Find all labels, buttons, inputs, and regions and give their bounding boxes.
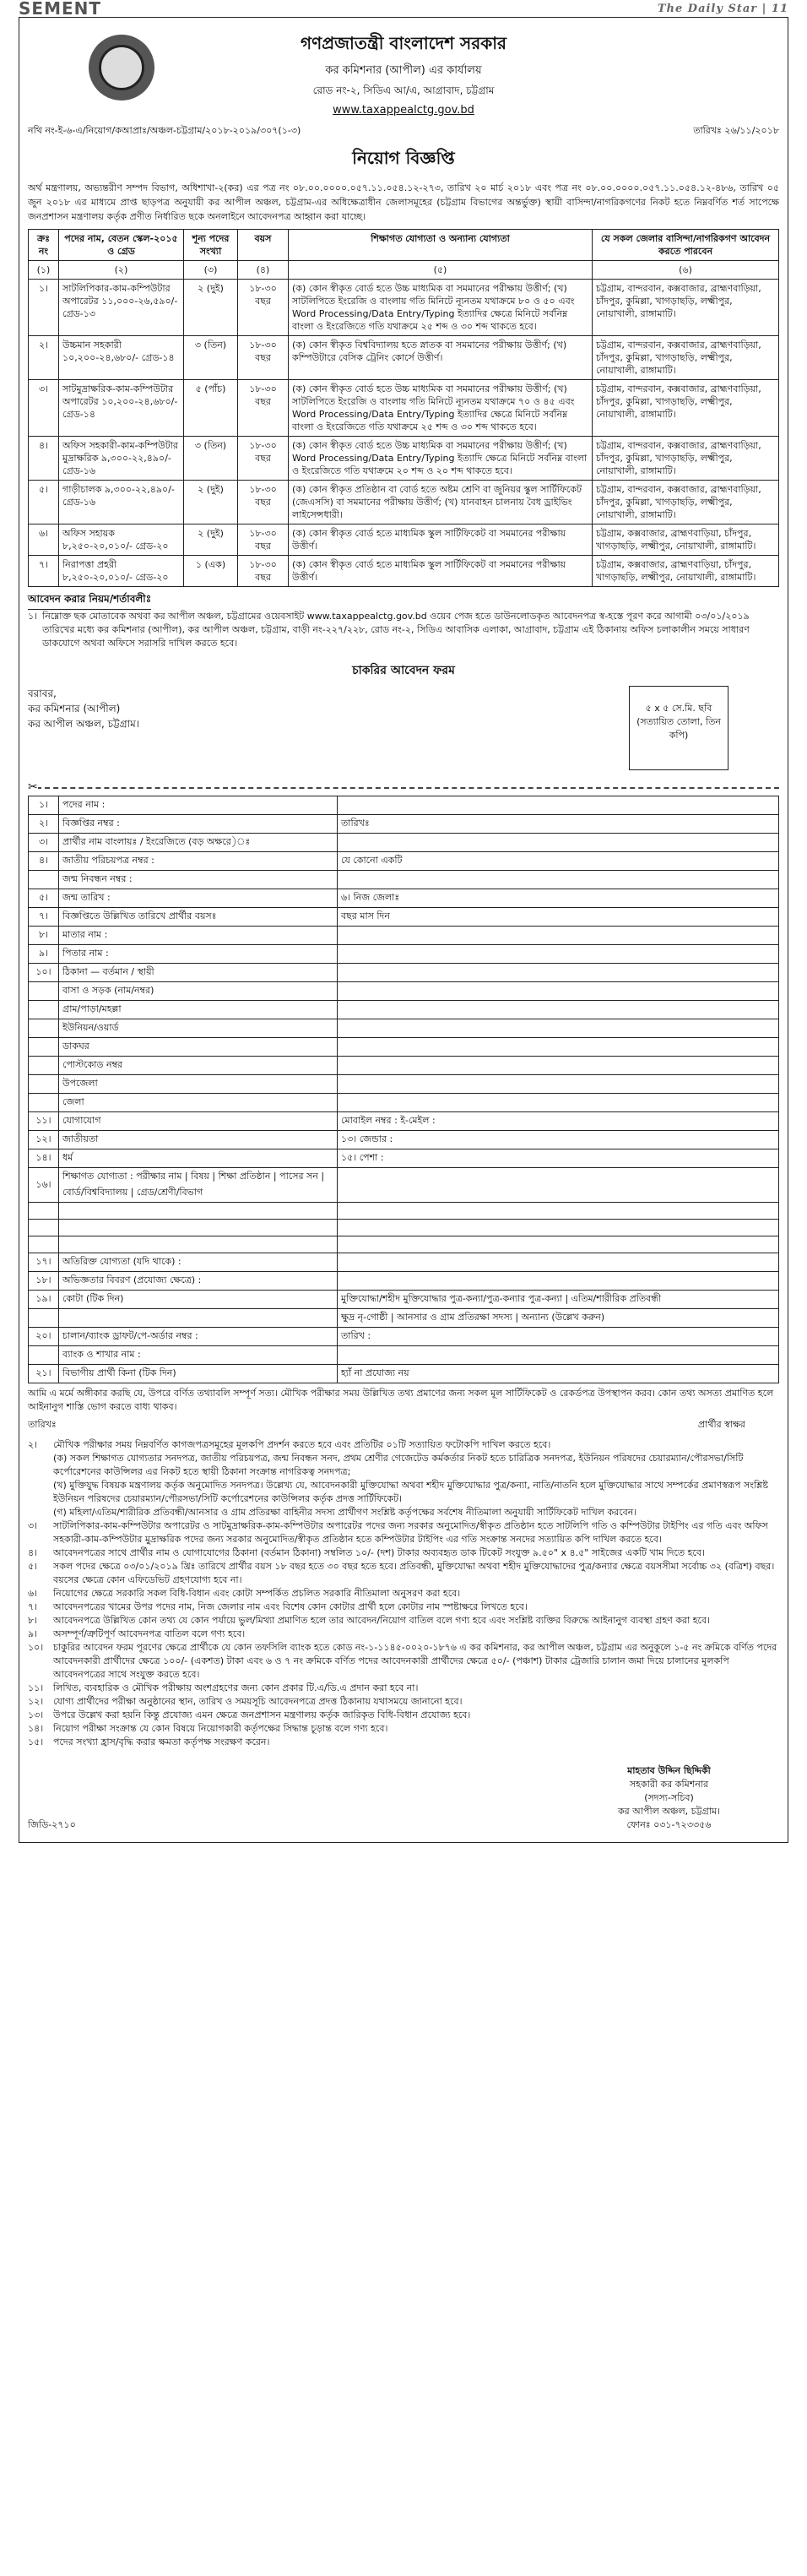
form-input-field[interactable] (338, 1236, 779, 1253)
form-extra-label: তারিখ : (341, 1330, 371, 1341)
office-address: রোড নং-২, সিডিএ আ/এ, আগ্রাবাদ, চট্টগ্রাম (312, 84, 495, 96)
form-row (29, 1149, 779, 1168)
form-label: বিভাগীয় প্রার্থী কিনা (টিক দিন) (59, 1365, 338, 1383)
form-extra-label: ক্ষুদ্র নৃ-গোষ্ঠী | আনসার ও গ্রাম প্রতিরক্ষা সদস্য | অন্যান্য (উল্লেখ করুন) (341, 1312, 605, 1323)
form-extra-label: তারিখঃ (341, 818, 370, 829)
date-label: তারিখঃ (28, 1419, 57, 1430)
position-age-cell: ১৮-৩০ বছর (238, 437, 289, 481)
form-row (29, 1094, 779, 1112)
condition-number: ১১। (28, 1682, 44, 1693)
position-row (29, 524, 779, 556)
condition-item (28, 1600, 779, 1614)
form-label: ঠিকানা — বর্তমান / স্থায়ী (59, 964, 338, 982)
condition-item (28, 1506, 779, 1519)
form-label: চালান/ব্যাংক ড্রাফট/পে-অর্ডার নম্বর : (59, 1328, 338, 1346)
position-qual-cell: (ক) কোন স্বীকৃত বোর্ড হতে উচ্চ মাধ্যমিক বা সমমানের পরীক্ষায় উত্তীর্ণ; (খ) সাটলিপিতে ইংরেজি ও বাংলায় গতি মিনিটে ন্যূনতম যথাক্রমে ৭০ ও ৪৫ এবং Word Processing/Data Entry/Typing ইত্যাদির ক্ষেত্রে মিনিটে সর্বনিম্ন বাংলা ও ইংরেজিতে গতি যথাক্রমে ২৫ শব্দ ও ৩০ শব্দ থাকতে হবে। (289, 380, 593, 437)
form-label: ধর্ম (59, 1149, 338, 1168)
form-input-field[interactable] (338, 1253, 779, 1272)
position-count-cell: ২ (দুই) (184, 524, 238, 556)
form-label: বিজ্ঞপ্তির নম্বর : (59, 815, 338, 834)
form-row-number: ১৮। (29, 1272, 59, 1291)
positions-body (29, 280, 779, 587)
form-row (29, 908, 779, 927)
form-extra-label: হ্যাঁ না প্রযোজ্য নয় (341, 1367, 409, 1378)
form-input-field[interactable] (338, 945, 779, 964)
form-row (29, 1253, 779, 1272)
condition-text: সাটলিপিকার-কাম-কম্পিউটার অপারেটর ও সাটমুদ্রাক্ষরিক-কাম-কম্পিউটার অপারেটর পদের জন্য সরকার অনুমোদিত/স্বীকৃত প্রতিষ্ঠান হতে সাটলিপি গতি ও কম্পিউটার টাইপিং এর গতি এবং অফিস সহকারী-কাম-কম্পিউটার মুদ্রাক্ষরিক পদের জন্য সরকার অনুমোদিত/স্বীকৃত প্রতিষ্ঠান হতে কম্পিউটার টাইপিং এর গতি সংক্রান্ত সনদের সত্যায়িত কপি দাখিল করতে হবে। (53, 1520, 768, 1545)
condition-item (28, 1614, 779, 1628)
condition-number (28, 1506, 48, 1519)
form-row (29, 815, 779, 834)
position-age-cell: ১৮-৩০ বছর (238, 336, 289, 380)
position-qual-cell: (ক) কোন স্বীকৃত বিশ্ববিদ্যালয় হতে স্নাতক বা সমমানের পরীক্ষায় উত্তীর্ণ; (খ) কম্পিউটারে বেসিক ট্রেনিং কোর্সে উত্তীর্ণ। (289, 336, 593, 380)
condition-text: পদের সংখ্যা হ্রাস/বৃদ্ধি করার ক্ষমতা কর্তৃপক্ষ সংরক্ষণ করেন। (53, 1736, 270, 1747)
form-label: অতিরিক্ত যোগ্যতা (যদি থাকে) : (59, 1253, 338, 1272)
form-label (59, 1309, 338, 1328)
condition-item (28, 1709, 779, 1722)
condition-number (28, 1479, 48, 1506)
form-row-number: ৪। (29, 852, 59, 871)
condition-item (28, 1519, 779, 1546)
form-input-field[interactable] (338, 1149, 779, 1168)
form-row-number: ১৬। (29, 1168, 59, 1203)
rule-text: নিম্নোক্ত ছক মোতাবেক অথবা কর আপীল অঞ্চল, চট্টগ্রামের ওয়েবসাইট www.taxappealctg.gov.bd ওয়েব পেজ হতে ডাউনলোডকৃত আবেদনপত্র স্ব-হস্তে পূরণ করে আগামী ০৩/০১/২০১৯ তারিখের মধ্যে কর কমিশনার (আপীল), কর আপীল অঞ্চল, চট্টগ্রাম, বাড়ী নং-২২৭/২২৮, রোড নং-২, সিডিএ আবাসিক এলাকা, আগ্রাবাদ, চট্টগ্রাম এই ঠিকানায় অফিস চলাকালীন সময়ে সাধারণ ডাকযোগে অথবা অফিসে সরাসরি দাখিল করতে হবে। (42, 611, 750, 649)
position-no-cell: ৪। (29, 437, 59, 481)
position-row (29, 280, 779, 336)
positions-header-row (29, 230, 779, 261)
form-label: গ্রাম/পাড়া/মহল্লা (59, 1001, 338, 1019)
condition-text: (গ) মহিলা/এতিম/শারীরিক প্রতিবন্ধী/আনসার ও গ্রাম প্রতিরক্ষা বাহিনীর সদস্য প্রার্থীগণ সংশ্লিষ্ট কর্তৃপক্ষের সর্বশেষ নীতিমালা অনুযায়ী সার্টিফিকেট দাখিল করবেন। (53, 1507, 637, 1518)
condition-number: ১০। (28, 1642, 44, 1653)
condition-text: আবেদনপত্রের সাথে প্রার্থীর নাম ও যোগাযোগের ঠিকানা (বর্তমান ঠিকানা) সম্বলিত ১০/- (দশ) টাকার অব্যবহৃত ডাক টিকেট সংযুক্ত ৯.৫০" x ৪.৫" সাইজের একটি খাম দিতে হবে। (53, 1547, 705, 1558)
form-input-field[interactable] (338, 815, 779, 834)
form-row-number: ১। (29, 796, 59, 815)
form-input-field[interactable] (338, 1112, 779, 1131)
form-extra-label: মুক্তিযোদ্ধা/শহীদ মুক্তিযোদ্ধার পুত্র-কন্যা/পুত্র-কন্যার পুত্র-কন্যা | এতিম/শারীরিক প্রতিবন্ধী (341, 1293, 662, 1304)
sign-row (28, 1417, 779, 1433)
declaration: আমি এ মর্মে অঙ্গীকার করছি যে, উপরে বর্ণিত তথ্যাবলি সম্পূর্ণ সত্য। মৌখিক পরীক্ষার সময় উল্লিখিত তথ্য প্রমাণের জন্য সকল মূল সার্টিফিকেট ও রেকর্ডপত্র উপস্থাপন করব। কোন তথ্য অসত্য প্রমাণিত হলে আইনানুগ শাস্তি ভোগ করতে বাধ্য থাকব। (28, 1388, 774, 1412)
positions-header-cell: পদের নাম, বেতন স্কেল-২০১৫ ও গ্রেড (59, 230, 184, 261)
form-row-number (29, 1203, 59, 1220)
rules-title: আবেদন করার নিয়ম/শর্তাবলীঃ (28, 592, 151, 610)
form-row-number: ১১। (29, 1112, 59, 1131)
form-row-number: ১৯। (29, 1291, 59, 1309)
position-age-cell: ১৮-৩০ বছর (238, 380, 289, 437)
column-number-cell: (৩) (184, 261, 238, 280)
form-row (29, 1365, 779, 1383)
memo-number: নথি নং-ই-৬-এ/নিয়োগ/কআপ্রাঃ/অঞ্চল-চট্টগ্রাম/২০১৮-২০১৯/৩০৭(১-৩) (28, 125, 301, 136)
form-row-number: ৫। (29, 889, 59, 908)
form-row-number (29, 871, 59, 889)
form-input-field[interactable] (338, 1001, 779, 1019)
condition-text: আবেদনপত্রে উল্লিখিত কোন তথ্য যে কোন পর্যায়ে ভুল/মিথ্যা প্রমাণিত হলে তার আবেদন/নিয়োগ বাতিল বলে গণ্য হবে এবং সংশ্লিষ্ট ব্যক্তির বিরুদ্ধে আইনানুগ ব্যবস্থা গ্রহণ করা হবে। (53, 1615, 711, 1626)
form-title: চাকরির আবেদন ফরম (352, 664, 455, 677)
government-seal-icon (89, 35, 154, 101)
form-label: জাতীয় পরিচয়পত্র নম্বর : (59, 852, 338, 871)
form-extra-label: ১৩। জেন্ডার : (341, 1133, 393, 1144)
strip-left: SEMENT (19, 0, 102, 19)
position-dist-cell: চট্টগ্রাম, বান্দরবান, কক্সবাজার, ব্রাহ্মণবাড়িয়া, চাঁদপুর, কুমিল্লা, খাগড়াছড়ি, লক্ষ্মীপুর, নোয়াখালী, রাঙ্গামাটি। (593, 280, 779, 336)
newspaper-strip (19, 0, 788, 17)
form-row-number (29, 1236, 59, 1253)
condition-item (28, 1736, 779, 1749)
form-row-number (29, 1220, 59, 1236)
form-input-field[interactable] (338, 1328, 779, 1346)
condition-item (28, 1628, 779, 1641)
office-name: কর কমিশনার (আপীল) এর কার্যালয় (325, 64, 482, 77)
position-qual-cell: (ক) কোন স্বীকৃত বোর্ড হতে উচ্চ মাধ্যমিক বা সমমানের পরীক্ষায় উত্তীর্ণ; (খ) সাটলিপিতে ইংরেজি ও বাংলায় গতি মিনিটে ন্যূনতম যথাক্রমে ৮০ ও ৫০ এবং Word Processing/Data Entry/Typing ইত্যাদির ক্ষেত্রে মিনিটে সর্বনিম্ন বাংলা ও ইংরেজিতে গতি যথাক্রমে ২৫ শব্দ ও ৩০ শব্দ থাকতে হবে। (289, 280, 593, 336)
form-row (29, 889, 779, 908)
form-row (29, 1220, 779, 1236)
position-no-cell: ৬। (29, 524, 59, 556)
position-post-cell: গাড়ীচালক ৯,৩০০-২২,৪৯০/- গ্রেড-১৬ (59, 481, 184, 524)
form-label: উপজেলা (59, 1075, 338, 1094)
position-row (29, 481, 779, 524)
application-form-table (28, 796, 779, 1383)
form-row-number (29, 1309, 59, 1328)
form-label: মাতার নাম : (59, 927, 338, 945)
form-input-field[interactable] (338, 1075, 779, 1094)
position-qual-cell: (ক) কোন স্বীকৃত বোর্ড হতে মাধ্যমিক স্কুল সার্টিফিকেট বা সমমানের পরীক্ষায় উত্তীর্ণ। (289, 556, 593, 587)
position-no-cell: ২। (29, 336, 59, 380)
applicant-signature-label: প্রার্থীর স্বাক্ষর (697, 1419, 745, 1430)
form-row-number: ৩। (29, 834, 59, 852)
position-no-cell: ৫। (29, 481, 59, 524)
position-post-cell: সাটলিপিকার-কাম-কম্পিউটার অপারেটর ১১,০০০-২৬,৫৯০/- গ্রেড-১৩ (59, 280, 184, 336)
website-link[interactable]: www.taxappealctg.gov.bd (333, 104, 474, 117)
form-row-number: ১০। (29, 964, 59, 982)
form-label (59, 1203, 338, 1220)
form-row-number (29, 1057, 59, 1075)
rules-list (28, 610, 779, 650)
form-input-field[interactable] (338, 964, 779, 982)
form-row-number (29, 1075, 59, 1094)
condition-item (28, 1479, 779, 1506)
form-row (29, 1001, 779, 1019)
form-row (29, 1038, 779, 1057)
position-age-cell: ১৮-৩০ বছর (238, 556, 289, 587)
form-extra-label: ১৫। পেশা : (341, 1152, 384, 1163)
position-count-cell: ২ (দুই) (184, 481, 238, 524)
form-row (29, 1346, 779, 1365)
position-row (29, 380, 779, 437)
position-count-cell: ২ (দুই) (184, 280, 238, 336)
form-input-field[interactable] (338, 1094, 779, 1112)
form-row (29, 1131, 779, 1149)
strip-right: The Daily Star | 11 (657, 2, 788, 15)
condition-text: মৌখিক পরীক্ষার সময় নিম্নবর্ণিত কাগজপত্রসমূহের মূলকপি প্রদর্শন করতে হবে এবং প্রতিটির ০১টি সত্যায়িত ফটোকপি দাখিল করতে হবে। (53, 1439, 551, 1450)
condition-number: ৪। (28, 1547, 38, 1558)
position-dist-cell: চট্টগ্রাম, বান্দরবান, কক্সবাজার, ব্রাহ্মণবাড়িয়া, চাঁদপুর, কুমিল্লা, খাগড়াছড়ি, লক্ষ্মীপুর, নোয়াখালী, রাঙ্গামাটি। (593, 437, 779, 481)
form-input-field[interactable] (338, 834, 779, 852)
form-input-field[interactable] (338, 1057, 779, 1075)
form-row (29, 1309, 779, 1328)
form-label: জেলা (59, 1094, 338, 1112)
form-label: বাসা ও সড়ক (নাম/নম্বর) (59, 982, 338, 1001)
positions-colnum-row (29, 261, 779, 280)
position-qual-cell: (ক) কোন স্বীকৃত প্রতিষ্ঠান বা বোর্ড হতে অষ্টম শ্রেণি বা জুনিয়র স্কুল সার্টিফিকেট (জেএসসি) বা সমমানের পরীক্ষায় উত্তীর্ণ; (খ) যানবাহন চালনায় বৈধ ড্রাইভিং লাইসেন্সধারী। (289, 481, 593, 524)
condition-text: উপরে উল্লেখ করা হয়নি কিন্তু প্রযোজ্য এমন ক্ষেত্রে জনপ্রশাসন মন্ত্রণালয় কর্তৃক জারিকৃত বিধি-বিধান প্রযোজ্য হবে। (53, 1709, 471, 1720)
form-row (29, 982, 779, 1001)
position-dist-cell: চট্টগ্রাম, বান্দরবান, কক্সবাজার, ব্রাহ্মণবাড়িয়া, চাঁদপুর, কুমিল্লা, খাগড়াছড়ি, লক্ষ্মীপুর, নোয়াখালী, রাঙ্গামাটি। (593, 481, 779, 524)
condition-text: অসম্পূর্ণ/ত্রুটিপূর্ণ আবেদনপত্র বাতিল বলে গণ্য হবে। (53, 1628, 246, 1639)
condition-text: যোগ্য প্রার্থীদের পরীক্ষা অনুষ্ঠানের স্থান, তারিখ ও সময়সূচি আবেদনপত্রে প্রদত্ত ঠিকানায় যথাসময়ে জানানো হবে। (53, 1696, 463, 1707)
signature-block (618, 1764, 720, 1832)
conditions-list (28, 1438, 779, 1749)
form-row-number (29, 1094, 59, 1112)
form-row (29, 796, 779, 815)
form-label: ইউনিয়ন/ওয়ার্ড (59, 1019, 338, 1038)
condition-number: ১৪। (28, 1723, 44, 1734)
form-label: অভিজ্ঞতার বিবরণ (প্রযোজ্য ক্ষেত্রে) : (59, 1272, 338, 1291)
form-extra-label: বছর মাস দিন (341, 910, 390, 921)
form-row-number (29, 1346, 59, 1365)
condition-text: সকল পদের ক্ষেত্রে ০৩/০১/২০১৯ খ্রিঃ তারিখে প্রার্থীর বয়স ১৮ বছর হতে ৩০ বছর হতে হবে। প্রতিবন্ধী, মুক্তিযোদ্ধা অথবা শহীদ মুক্তিযোদ্ধাদের পুত্র/কন্যার ক্ষেত্রে বয়সসীমা সর্বোচ্চ ৩২ (বত্রিশ) বছর। বয়সের ক্ষেত্রে কোন এফিডেভিট গ্রহণযোগ্য হবে না। (53, 1561, 775, 1585)
gd-code: জিডি-২৭১০ (28, 1819, 76, 1830)
condition-item (28, 1695, 779, 1709)
form-label: ব্যাংক ও শাখার নাম : (59, 1346, 338, 1365)
position-no-cell: ১। (29, 280, 59, 336)
form-input-field[interactable] (338, 871, 779, 889)
form-extra-label: ৬। নিজ জেলাঃ (341, 892, 400, 903)
form-input-field[interactable] (338, 889, 779, 908)
condition-text: লিখিত, ব্যবহারিক ও মৌখিক পরীক্ষায় অংশগ্রহণের জন্য কোন প্রকার টি.এ/ডি.এ প্রদান করা হবে না। (53, 1682, 419, 1693)
position-no-cell: ৭। (29, 556, 59, 587)
position-dist-cell: চট্টগ্রাম, কক্সবাজার, ব্রাহ্মণবাড়িয়া, চাঁদপুর, খাগড়াছড়ি, লক্ষ্মীপুর, নোয়াখালী, রাঙ্গামাটি। (593, 524, 779, 556)
position-age-cell: ১৮-৩০ বছর (238, 280, 289, 336)
position-no-cell: ৩। (29, 380, 59, 437)
form-row (29, 1019, 779, 1038)
condition-text: নিয়োগ পরীক্ষা সংক্রান্ত যে কোন বিষয়ে নিয়োগকারী কর্তৃপক্ষের সিদ্ধান্ত চূড়ান্ত বলে গণ্য হবে। (53, 1723, 388, 1734)
form-input-field[interactable] (338, 1272, 779, 1291)
form-row (29, 1328, 779, 1346)
signatory-name: মাহতাব উদ্দিন ছিদ্দিকী (627, 1765, 711, 1776)
form-row (29, 871, 779, 889)
intro-paragraph: অর্থ মন্ত্রণালয়, অভ্যন্তরীণ সম্পদ বিভাগ, অধিশাখা-২(কর) এর পত্র নং ০৮.০০.০০০০.০৫৭.১১.০৫৪.১২-২৭৩, তারিখ ২০ মার্চ ২০১৮ এবং পত্র নং ০৮.০০.০০০০.০৫৭.১১.০৫৪.১২-৪৮৬, তারিখ ০৫ জুন ২০১৮ এর মাধ্যমে প্রাপ্ত ছাড়পত্র অনুযায়ী কর আপীল অঞ্চল, চট্টগ্রাম-এর অধিক্ষেত্রাধীন জেলাসমূহের (চট্টগ্রাম বিভাগের অন্তর্ভুক্ত) স্থায়ী বাসিন্দা/নাগরিকগণের নিকট হতে নিম্নবর্ণিত শর্ত সাপেক্ষে জনপ্রশাসন মন্ত্রণালয় কর্তৃক প্রণীত নির্ধারিত ছকে অনলাইনে আবেদনপত্র আহ্বান করা যাচ্ছে। (28, 182, 779, 222)
form-row-number: ২০। (29, 1328, 59, 1346)
form-input-field[interactable] (338, 1203, 779, 1220)
rule-number: ১। (28, 611, 38, 622)
form-row (29, 1272, 779, 1291)
form-label (59, 1220, 338, 1236)
form-label: বিজ্ঞপ্তিতে উল্লিখিত তারিখে প্রার্থীর বয়সঃ (59, 908, 338, 927)
form-label: জাতীয়তা (59, 1131, 338, 1149)
position-post-cell: নিরাপত্তা প্রহরী ৮,২৫০-২০,০১০/- গ্রেড-২০ (59, 556, 184, 587)
form-row (29, 1075, 779, 1094)
form-row-number: ১৪। (29, 1149, 59, 1168)
position-dist-cell: চট্টগ্রাম, কক্সবাজার, ব্রাহ্মণবাড়িয়া, চাঁদপুর, খাগড়াছড়ি, লক্ষ্মীপুর, নোয়াখালী, রাঙ্গামাটি। (593, 556, 779, 587)
form-label: প্রার্থীর নাম বাংলায়ঃ / ইংরেজিতে (বড় অক্ষরে)ঃ (59, 834, 338, 852)
form-extra-label: যে কোনো একটি (341, 855, 403, 866)
form-row (29, 834, 779, 852)
position-dist-cell: চট্টগ্রাম, বান্দরবান, কক্সবাজার, ব্রাহ্মণবাড়িয়া, চাঁদপুর, কুমিল্লা, খাগড়াছড়ি, লক্ষ্মীপুর, নোয়াখালী, রাঙ্গামাটি। (593, 336, 779, 380)
position-post-cell: সাটমুদ্রাক্ষরিক-কাম-কম্পিউটার অপারেটর ১০,২০০-২৪,৬৮০/- গ্রেড-১৪ (59, 380, 184, 437)
form-row-number (29, 1038, 59, 1057)
form-row (29, 1236, 779, 1253)
notice-box (19, 17, 788, 1843)
condition-number: ২। (28, 1439, 38, 1450)
scissors-icon: ✂ (28, 780, 38, 794)
signatory-designation: সহকারী কর কমিশনার (629, 1779, 709, 1790)
position-qual-cell: (ক) কোন স্বীকৃত বোর্ড হতে মাধ্যমিক স্কুল সার্টিফিকেট বা সমমানের পরীক্ষায় উত্তীর্ণ। (289, 524, 593, 556)
form-label: ডাকঘর (59, 1038, 338, 1057)
column-number-cell: (৬) (593, 261, 779, 280)
form-label: জন্ম নিবন্ধন নম্বর : (59, 871, 338, 889)
signatory-role: (সদস্য-সচিব) (644, 1792, 694, 1803)
form-row-number: ২১। (29, 1365, 59, 1383)
condition-text: (ক) সকল শিক্ষাগত যোগ্যতার সনদপত্র, জাতীয় পরিচয়পত্র, জন্ম নিবন্ধন সনদ, প্রথম শ্রেণীর গেজেটেড কর্মকর্তার নিকট হতে চারিত্রিক সনদপত্র, ইউনিয়ন পরিষদের চেয়ারম্যান/পৌরসভা/সিটি কর্পোরেশনের কাউন্সিলর এর নিকট হতে স্থায়ী ঠিকানা সংক্রান্ত নাগরিকত্ব সনদপত্র; (53, 1453, 744, 1477)
condition-item (28, 1587, 779, 1600)
condition-text: নিয়োগের ক্ষেত্রে সরকারি সকল বিধি-বিধান এবং কোটা সম্পর্কিত প্রচলিত সরকারি নীতিমালা অনুসরণ করা হবে। (53, 1588, 461, 1599)
recipient-line: কর কমিশনার (আপীল) (28, 703, 121, 715)
condition-number (28, 1452, 48, 1479)
position-post-cell: অফিস সহকারী-কাম-কম্পিউটার মুদ্রাক্ষরিক ৯,৩০০-২২,৪৯০/- গ্রেড-১৬ (59, 437, 184, 481)
form-row-number (29, 1019, 59, 1038)
form-input-field[interactable] (338, 1309, 779, 1328)
condition-number: ১৩। (28, 1709, 44, 1720)
form-row (29, 1112, 779, 1131)
signatory-office: কর আপীল অঞ্চল, চট্টগ্রাম। (617, 1806, 720, 1817)
signatory-phone: ফোনঃ ০৩১-৭২৩৩৫৬ (626, 1819, 712, 1830)
position-row (29, 336, 779, 380)
government-title: গণপ্রজাতন্ত্রী বাংলাদেশ সরকার (301, 33, 506, 53)
form-row (29, 927, 779, 945)
form-row (29, 1291, 779, 1309)
positions-header-cell: বয়স (238, 230, 289, 261)
form-row (29, 964, 779, 982)
form-input-field[interactable] (338, 1365, 779, 1383)
form-input-field[interactable] (338, 1291, 779, 1309)
condition-item (28, 1560, 779, 1587)
condition-item (28, 1641, 779, 1682)
condition-number: ৫। (28, 1561, 38, 1572)
notice-title: নিয়োগ বিজ্ঞপ্তি (352, 148, 455, 168)
condition-item (28, 1452, 779, 1479)
form-input-field[interactable] (338, 1168, 779, 1203)
form-input-field[interactable] (338, 852, 779, 871)
form-row-number: ৯। (29, 945, 59, 964)
condition-number: ১২। (28, 1696, 44, 1707)
form-row (29, 1203, 779, 1220)
form-top (28, 686, 779, 780)
form-row-number: ৭। (29, 908, 59, 927)
form-row-number: ১৭। (29, 1253, 59, 1272)
condition-text: চাকুরির আবেদন ফরম পূরণের ক্ষেত্রে প্রার্থীকে যে কোন তফসিলি ব্যাংক হতে কোড নং-১-১১৪৫-০০২০-১৮৭৬ এ কর কমিশনার, কর আপীল অঞ্চল, চট্টগ্রাম এর অনুকূলে ১-৫ নং ক্রমিকে বর্ণিত পদের আবেদনকারী প্রার্থীদের ক্ষেত্রে ১০০/- (একশত) টাকা এবং ৬ ও ৭ নং ক্রমিকে বর্ণিত পদের আবেদনকারী প্রার্থীদের ক্ষেত্রে ৫০/- (পঞ্চাশ) টাকার ট্রেজারি চালান জমা দিয়ে চালানের মূলকপি আবেদনপত্রের সাথে সংযুক্ত করতে হবে। (53, 1642, 777, 1680)
form-label: পদের নাম : (59, 796, 338, 815)
form-label: যোগাযোগ (59, 1112, 338, 1131)
position-qual-cell: (ক) কোন স্বীকৃত বোর্ড হতে উচ্চ মাধ্যমিক বা সমমানের পরীক্ষায় উত্তীর্ণ; (খ) Word Processing/Data Entry/Typing ইত্যাদি ক্ষেত্রে মিনিটে সর্বনিম্ন বাংলা ও ইংরেজিতে গতি যথাক্রমে ২০ শব্দ ও ২০ শব্দ থাকতে হবে। (289, 437, 593, 481)
position-row (29, 556, 779, 587)
position-age-cell: ১৮-৩০ বছর (238, 524, 289, 556)
column-number-cell: (৫) (289, 261, 593, 280)
positions-header-cell: শূন্য পদের সংখ্যা (184, 230, 238, 261)
column-number-cell: (২) (59, 261, 184, 280)
form-row (29, 945, 779, 964)
condition-text: (খ) মুক্তিযুদ্ধ বিষয়ক মন্ত্রণালয় কর্তৃক অনুমোদিত সনদপত্র। উল্লেখ্য যে, আবেদনকারী মুক্তিযোদ্ধা অথবা শহীদ মুক্তিযোদ্ধার পুত্র/কন্যা, নাতি/নাতনি হলে মুক্তিযোদ্ধার সাথে সম্পর্কের প্রমাণস্বরূপ সংশ্লিষ্ট ইউনিয়ন পরিষদের চেয়ারম্যান/পৌরসভা/সিটি কর্পোরেশনের কাউন্সিলর কর্তৃক প্রদত্ত সার্টিফিকেট। (53, 1480, 768, 1504)
condition-item (28, 1546, 779, 1560)
form-label: পিতার নাম : (59, 945, 338, 964)
cut-line (28, 780, 779, 796)
form-label: পোস্টকোড নম্বর (59, 1057, 338, 1075)
form-row (29, 1168, 779, 1203)
form-input-field[interactable] (338, 1131, 779, 1149)
condition-item (28, 1438, 779, 1452)
header (28, 23, 779, 117)
form-row-number (29, 982, 59, 1001)
form-label: জন্ম তারিখ : (59, 889, 338, 908)
position-row (29, 437, 779, 481)
condition-number: ৬। (28, 1588, 38, 1599)
rule-item (28, 610, 779, 650)
memo-line (28, 123, 779, 139)
positions-header-cell: যে সকল জেলার বাসিন্দা/নাগরিকগণ আবেদন করতে পারবেন (593, 230, 779, 261)
condition-number: ৩। (28, 1520, 38, 1531)
form-input-field[interactable] (338, 1038, 779, 1057)
form-row-number: ৮। (29, 927, 59, 945)
form-input-field[interactable] (338, 982, 779, 1001)
form-row-number (29, 1001, 59, 1019)
position-count-cell: ৩ (তিন) (184, 437, 238, 481)
position-post-cell: অফিস সহায়ক ৮,২৫০-২০,০১০/- গ্রেড-২০ (59, 524, 184, 556)
form-extra-label: মোবাইল নম্বর : ই-মেইল : (341, 1115, 436, 1126)
condition-text: আবেদনপত্রের খামের উপর পদের নাম, নিজ জেলার নাম এবং বিশেষ কোন কোটার প্রার্থী হলে কোটার নাম স্পষ্টাক্ষরে লিখতে হবে। (53, 1601, 528, 1612)
signature-area (28, 1749, 779, 1834)
recipient-line: কর আপীল অঞ্চল, চট্টগ্রাম। (28, 718, 140, 730)
position-count-cell: ৩ (তিন) (184, 336, 238, 380)
form-input-field[interactable] (338, 927, 779, 945)
form-label (59, 1236, 338, 1253)
positions-header-cell: শিক্ষাগত যোগ্যতা ও অন্যান্য যোগ্যতা (289, 230, 593, 261)
position-count-cell: ১ (এক) (184, 556, 238, 587)
column-number-cell: (১) (29, 261, 59, 280)
form-input-field[interactable] (338, 1019, 779, 1038)
form-input-field[interactable] (338, 908, 779, 927)
condition-number: ৭। (28, 1601, 38, 1612)
positions-table (28, 229, 779, 587)
form-input-field[interactable] (338, 796, 779, 815)
form-input-field[interactable] (338, 1346, 779, 1365)
position-post-cell: উচ্চমান সহকারী ১০,২০০-২৪,৬৮০/- গ্রেড-১৪ (59, 336, 184, 380)
form-row-number: ১২। (29, 1131, 59, 1149)
position-count-cell: ৫ (পাঁচ) (184, 380, 238, 437)
condition-number: ৮। (28, 1615, 38, 1626)
form-label: কোটা (টিক দিন) (59, 1291, 338, 1309)
photo-box[interactable]: ৫ x ৫ সে.মি. ছবি (সত্যায়িত তোলা, তিন কপি) (629, 686, 728, 770)
form-row (29, 852, 779, 871)
condition-number: ৯। (28, 1628, 38, 1639)
memo-date: তারিখঃ ২৬/১১/২০১৮ (693, 125, 779, 136)
recipient-line: বরাবর, (28, 687, 57, 699)
condition-item (28, 1682, 779, 1695)
condition-item (28, 1722, 779, 1736)
positions-header-cell: ক্রঃ নং (29, 230, 59, 261)
column-number-cell: (৪) (238, 261, 289, 280)
form-input-field[interactable] (338, 1220, 779, 1236)
position-dist-cell: চট্টগ্রাম, বান্দরবান, কক্সবাজার, ব্রাহ্মণবাড়িয়া, চাঁদপুর, কুমিল্লা, খাগড়াছড়ি, লক্ষ্মীপুর, নোয়াখালী, রাঙ্গামাটি। (593, 380, 779, 437)
condition-number: ১৫। (28, 1736, 44, 1747)
position-age-cell: ১৮-৩০ বছর (238, 481, 289, 524)
form-row (29, 1057, 779, 1075)
form-label: শিক্ষাগত যোগ্যতা : পরীক্ষার নাম | বিষয় | শিক্ষা প্রতিষ্ঠান | পাসের সন | বোর্ড/বিশ্ববিদ্যালয় | গ্রেড/শ্রেণী/বিভাগ (59, 1168, 338, 1203)
form-row-number: ২। (29, 815, 59, 834)
